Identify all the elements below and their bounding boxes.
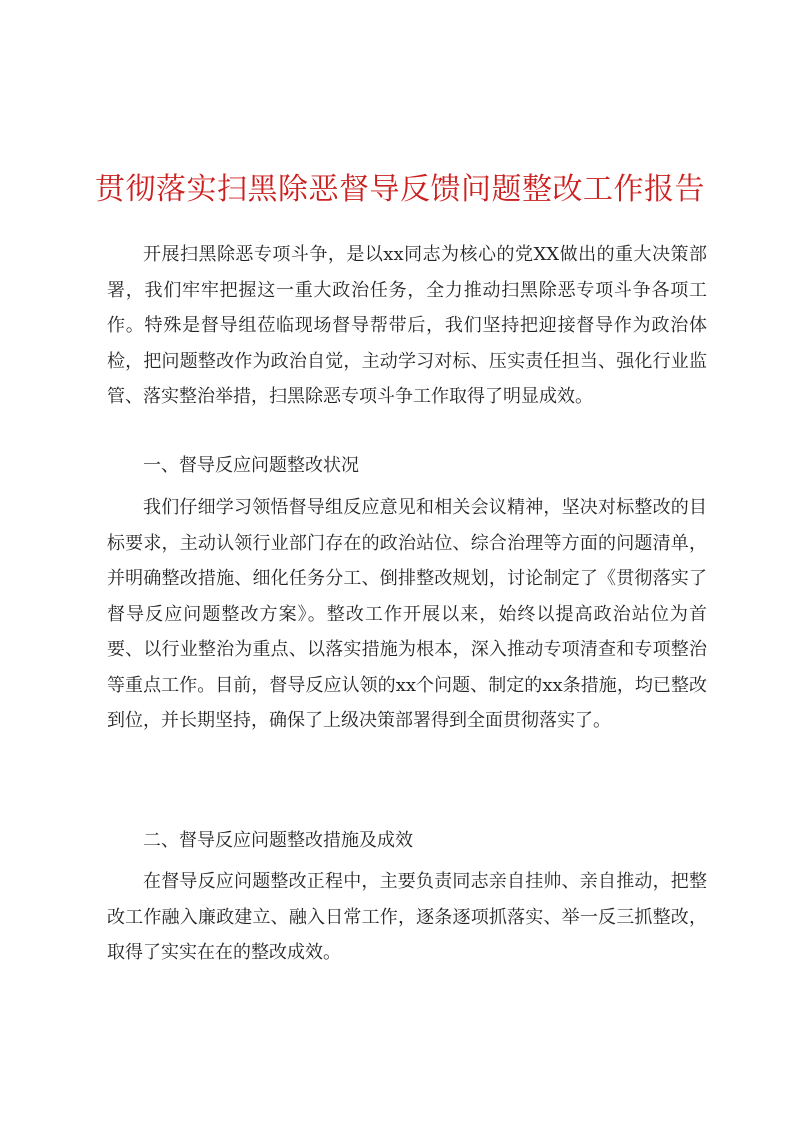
section-heading-1 <box>107 448 707 484</box>
paragraph-measures-text: 在督导反应问题整改正程中，主要负责同志亲自挂帅、亲自推动，把整改工作融入廉政建立、融入日常工作，逐条逐项抓落实、举一反三抓整改，取得了实实在在的整改成效。 <box>107 871 707 963</box>
section-heading-1-text: 一、督导反应问题整改状况 <box>143 455 359 476</box>
section-heading-2-text: 二、督导反应问题整改措施及成效 <box>143 830 413 851</box>
section-heading-2 <box>107 823 707 859</box>
paragraph-rectification-status <box>107 490 707 739</box>
paragraph-intro <box>107 237 707 415</box>
paragraph-measures <box>107 864 707 971</box>
paragraph-intro-text: 开展扫黑除恶专项斗争，是以xx同志为核心的党XX做出的重大决策部署，我们牢牢把握这一重大政治任务，全力推动扫黑除恶专项斗争各项工作。特殊是督导组莅临现场督导帮带后，我们坚持把迎接督导作为政治体检，把问题整改作为政治自觉，主动学习对标、压实责任担当、强化行业监管、落实整治举措，扫黑除恶专项斗争工作取得了明显成效。 <box>107 244 707 407</box>
document-title: 贯彻落实扫黑除恶督导反馈问题整改工作报告 <box>95 172 705 207</box>
paragraph-rectification-status-text: 我们仔细学习领悟督导组反应意见和相关会议精神，坚决对标整改的目标要求，主动认领行业部门存在的政治站位、综合治理等方面的问题清单，并明确整改措施、细化任务分工、倒排整改规划，讨论制定了《贯彻落实了督导反应问题整改方案》。整改工作开展以来，始终以提高政治站位为首要、以行业整治为重点、以落实措施为根本，深入推动专项清查和专项整治等重点工作。目前，督导反应认领的xx个问题、制定的xx条措施，均已整改到位，并长期坚持，确保了上级决策部署得到全面贯彻落实了。 <box>107 497 707 731</box>
